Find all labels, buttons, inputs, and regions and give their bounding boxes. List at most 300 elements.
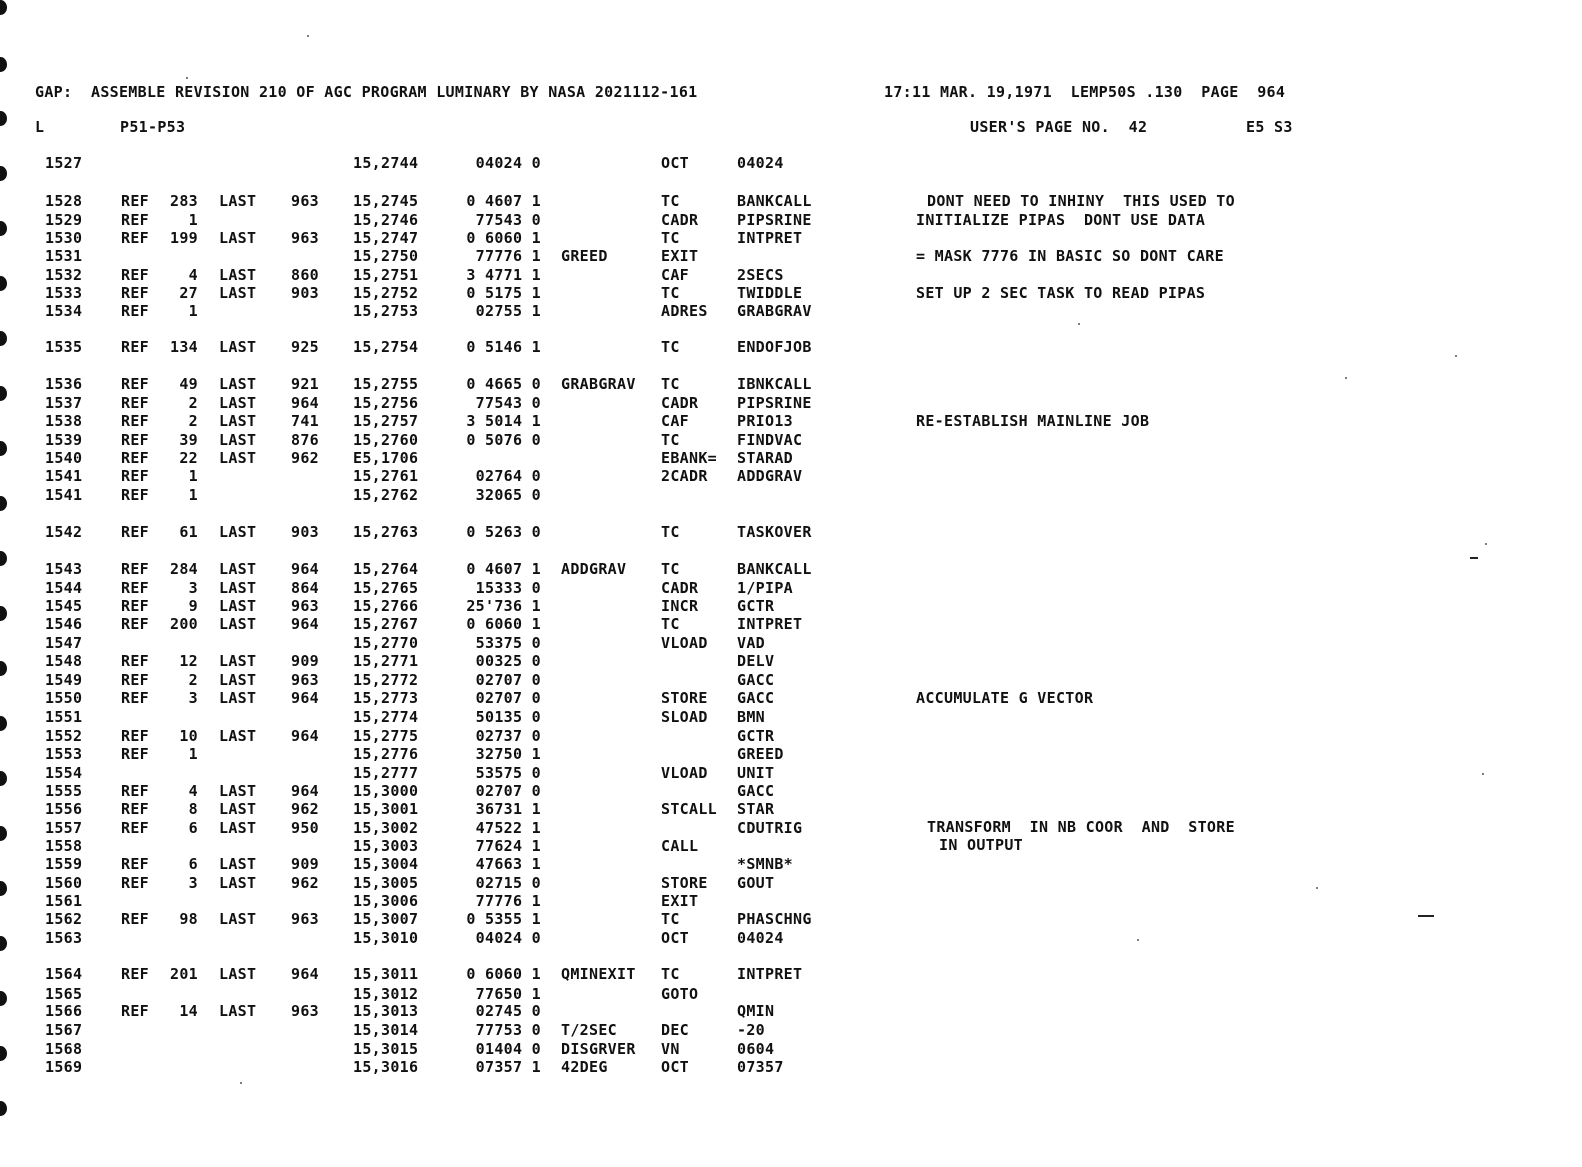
address: 15,2776 <box>353 745 419 763</box>
last-label: LAST <box>219 412 257 430</box>
feed-hole <box>0 1101 7 1116</box>
operand: CDUTRIG <box>737 819 803 837</box>
operand: DELV <box>737 652 775 670</box>
operand: IBNKCALL <box>737 375 812 393</box>
address: 15,2754 <box>353 338 419 356</box>
ref-label: REF <box>121 486 149 504</box>
feed-hole <box>0 276 7 291</box>
last-label: LAST <box>219 431 257 449</box>
ref-count: 1 <box>188 486 198 504</box>
symbol-label: QMINEXIT <box>561 965 636 983</box>
line-number: 1555 <box>45 782 83 800</box>
last-page: 864 <box>291 579 319 597</box>
operand: FINDVAC <box>737 431 803 449</box>
speck <box>1345 377 1347 379</box>
line-number: 1527 <box>45 154 83 172</box>
address: 15,3011 <box>353 965 419 983</box>
line-number: 1569 <box>45 1058 83 1076</box>
address: 15,2773 <box>353 689 419 707</box>
octal-code: 15333 0 <box>475 579 541 597</box>
feed-hole <box>0 441 7 456</box>
address: 15,2744 <box>353 154 419 172</box>
last-page: 964 <box>291 782 319 800</box>
address: 15,2746 <box>353 211 419 229</box>
opcode: CADR <box>661 394 699 412</box>
ref-label: REF <box>121 1002 149 1020</box>
ref-label: REF <box>121 689 149 707</box>
line-number: 1550 <box>45 689 83 707</box>
address: 15,3007 <box>353 910 419 928</box>
last-label: LAST <box>219 689 257 707</box>
speck <box>1482 773 1484 775</box>
octal-code: 01404 0 <box>475 1040 541 1058</box>
ref-label: REF <box>121 965 149 983</box>
address: 15,2770 <box>353 634 419 652</box>
address: 15,2753 <box>353 302 419 320</box>
line-number: 1547 <box>45 634 83 652</box>
octal-code: 0 6060 1 <box>466 229 541 247</box>
operand: GRABGRAV <box>737 302 812 320</box>
ref-label: REF <box>121 874 149 892</box>
opcode: TC <box>661 615 680 633</box>
octal-code: 0 5175 1 <box>466 284 541 302</box>
ref-label: REF <box>121 467 149 485</box>
last-page: 964 <box>291 965 319 983</box>
octal-code: 53575 0 <box>475 764 541 782</box>
line-number: 1566 <box>45 1002 83 1020</box>
line-number: 1529 <box>45 211 83 229</box>
opcode: VLOAD <box>661 764 708 782</box>
opcode: TC <box>661 192 680 210</box>
ref-count: 8 <box>188 800 198 818</box>
last-page: 962 <box>291 449 319 467</box>
ref-count: 1 <box>188 302 198 320</box>
operand: ENDOFJOB <box>737 338 812 356</box>
last-page: 963 <box>291 229 319 247</box>
header-title: GAP: ASSEMBLE REVISION 210 OF AGC PROGRAM LUMINARY BY NASA 2021112-161 <box>35 83 698 101</box>
opcode: TC <box>661 523 680 541</box>
operand: GOUT <box>737 874 775 892</box>
last-label: LAST <box>219 560 257 578</box>
address: 15,2757 <box>353 412 419 430</box>
address: 15,2745 <box>353 192 419 210</box>
last-label: LAST <box>219 284 257 302</box>
feed-hole <box>0 331 7 346</box>
last-label: LAST <box>219 449 257 467</box>
opcode: STCALL <box>661 800 717 818</box>
line-number: 1552 <box>45 727 83 745</box>
opcode: DEC <box>661 1021 689 1039</box>
speck <box>1455 355 1457 357</box>
line-number: 1563 <box>45 929 83 947</box>
operand: BMN <box>737 708 765 726</box>
ref-label: REF <box>121 431 149 449</box>
ref-label: REF <box>121 211 149 229</box>
octal-code: 32065 0 <box>475 486 541 504</box>
line-number: 1535 <box>45 338 83 356</box>
opcode: STORE <box>661 874 708 892</box>
ref-count: 9 <box>188 597 198 615</box>
ref-count: 284 <box>170 560 198 578</box>
last-page: 963 <box>291 192 319 210</box>
stray-mark <box>1470 557 1478 559</box>
ref-label: REF <box>121 523 149 541</box>
line-number: 1548 <box>45 652 83 670</box>
address: 15,3004 <box>353 855 419 873</box>
last-label: LAST <box>219 597 257 615</box>
last-label: LAST <box>219 615 257 633</box>
octal-code: 77543 0 <box>475 211 541 229</box>
opcode: SLOAD <box>661 708 708 726</box>
octal-code: 0 4607 1 <box>466 560 541 578</box>
octal-code: 07357 1 <box>475 1058 541 1076</box>
subheader-marker: L <box>35 118 45 136</box>
last-page: 963 <box>291 671 319 689</box>
ref-count: 2 <box>188 394 198 412</box>
line-number: 1551 <box>45 708 83 726</box>
ref-label: REF <box>121 910 149 928</box>
symbol-label: ADDGRAV <box>561 560 627 578</box>
last-label: LAST <box>219 229 257 247</box>
last-label: LAST <box>219 671 257 689</box>
last-label: LAST <box>219 1002 257 1020</box>
ebank-indicator: E5 S3 <box>1246 118 1293 136</box>
ref-count: 2 <box>188 412 198 430</box>
operand: 04024 <box>737 154 784 172</box>
operand: INTPRET <box>737 229 803 247</box>
ref-label: REF <box>121 652 149 670</box>
feed-hole <box>0 606 7 621</box>
last-page: 876 <box>291 431 319 449</box>
octal-code: 36731 1 <box>475 800 541 818</box>
operand: -20 <box>737 1021 765 1039</box>
operand: STARAD <box>737 449 793 467</box>
last-page: 860 <box>291 266 319 284</box>
ref-count: 200 <box>170 615 198 633</box>
ref-count: 10 <box>179 727 198 745</box>
ref-count: 14 <box>179 1002 198 1020</box>
line-number: 1561 <box>45 892 83 910</box>
opcode: OCT <box>661 929 689 947</box>
last-page: 962 <box>291 800 319 818</box>
opcode: EBANK= <box>661 449 717 467</box>
speck <box>240 1082 242 1084</box>
address: 15,2762 <box>353 486 419 504</box>
octal-code: 02755 1 <box>475 302 541 320</box>
last-label: LAST <box>219 819 257 837</box>
ref-count: 6 <box>188 819 198 837</box>
octal-code: 02707 0 <box>475 671 541 689</box>
operand: TASKOVER <box>737 523 812 541</box>
last-label: LAST <box>219 910 257 928</box>
operand: *SMNB* <box>737 855 793 873</box>
opcode: 2CADR <box>661 467 708 485</box>
subheader-line <box>0 118 1293 136</box>
last-label: LAST <box>219 652 257 670</box>
ref-label: REF <box>121 597 149 615</box>
line-number: 1536 <box>45 375 83 393</box>
ref-count: 6 <box>188 855 198 873</box>
opcode: CAF <box>661 412 689 430</box>
ref-count: 27 <box>179 284 198 302</box>
last-page: 903 <box>291 284 319 302</box>
section-title: P51-P53 <box>120 118 186 136</box>
address: 15,2756 <box>353 394 419 412</box>
ref-label: REF <box>121 800 149 818</box>
octal-code: 25'736 1 <box>466 597 541 615</box>
octal-code: 0 6060 1 <box>466 965 541 983</box>
opcode: OCT <box>661 1058 689 1076</box>
line-number: 1562 <box>45 910 83 928</box>
ref-count: 98 <box>179 910 198 928</box>
speck <box>1485 543 1487 545</box>
line-number: 1557 <box>45 819 83 837</box>
operand: ADDGRAV <box>737 467 803 485</box>
ref-label: REF <box>121 819 149 837</box>
operand: INTPRET <box>737 965 803 983</box>
line-number: 1532 <box>45 266 83 284</box>
last-label: LAST <box>219 266 257 284</box>
address: 15,2766 <box>353 597 419 615</box>
octal-code: 04024 0 <box>475 154 541 172</box>
opcode: VN <box>661 1040 680 1058</box>
ref-label: REF <box>121 727 149 745</box>
octal-code: 02715 0 <box>475 874 541 892</box>
ref-count: 3 <box>188 579 198 597</box>
feed-hole <box>0 771 7 786</box>
octal-code: 3 4771 1 <box>466 266 541 284</box>
operand: PRIO13 <box>737 412 793 430</box>
address: 15,3001 <box>353 800 419 818</box>
feed-hole <box>0 57 7 72</box>
listing-page: GAP: ASSEMBLE REVISION 210 OF AGC PROGRAM LUMINARY BY NASA 2021112-161 17:11 MAR. 19,1971 LEMP50S .130 PAGE 964 L P51-P53 USER'S PAGE NO. 42 E5 S3 1527 15,2744 04024 0 OCT 04024 1528 REF 283 LAST 963 15,2745 0 4607 1 TC BANKCALL 1529 REF 1 15,2746 77543 0 CADR PIPSRINE 1530 REF 199 LAST 963 15,2747 0 6060 1 TC INTPRET 1531 15,2750 77776 1 GREED EXIT 1532 REF 4 LAST 860 15,2751 3 4771 1 CAF 2SECS 1533 REF 27 LAST 903 15,2752 0 5175 1 TC TWIDDLE 1534 REF 1 15,2753 02755 1 ADRES GRABGRAV 1535 REF 134 LAST 925 15,2754 0 5146 1 TC ENDOFJOB 1536 REF 49 LAST 921 15,2755 0 4665 0 GRABGRAV TC IBNKCALL 1537 REF 2 LAST 964 15,2756 77543 0 CADR PIPSRINE 1538 REF 2 LAST 741 15,2757 3 5014 1 CAF PRIO13 1539 REF 39 LAST 876 15,2760 0 5076 0 TC FINDVAC 1540 REF 22 LAST 962 E5,1706 EBANK= STARAD 1541 REF 1 15,2761 02764 0 2CADR ADDGRAV 1541 REF 1 15,2762 32065 0 1542 REF 61 LAST 903 15,2763 0 5263 0 TC TASKOVER 1543 REF 284 LAST 964 15,2764 0 4607 1 ADDGRAV TC BANKCALL 1544 REF 3 LAST 864 15,2765 15333 0 CADR 1/PIPA 1545 REF 9 LAST 963 15,2766 25'736 1 INCR GCTR 1546 REF 200 LAST 964 15,2767 0 6060 1 TC INTPRET 1547 15,2770 53375 0 VLOAD VAD 1548 REF 12 LAST 909 15,2771 00325 0 DELV 1549 REF 2 LAST 963 15,2772 02707 0 GACC 1550 REF 3 LAST 964 15,2773 02707 0 STORE GACC 1551 15,2774 50135 0 SLOAD BMN 1552 REF 10 LAST 964 15,2775 02737 0 GCTR 1553 REF 1 15,2776 32750 1 GREED 1554 15,2777 53575 0 VLOAD UNIT 1555 REF 4 LAST 964 15,3000 02707 0 GACC 1556 REF 8 LAST 962 15,3001 36731 1 STCALL STAR 1557 REF 6 LAST 950 15,3002 47522 1 CDUTRIG 1558 15,3003 77624 1 CALL 1559 REF 6 LAST 909 15,3004 47663 1 *SMNB* 1560 REF 3 LAST 962 15,3005 02715 0 STORE GOUT 1561 15,3006 77776 1 EXIT 1562 REF 98 LAST 963 15,3007 0 5355 1 TC PHASCHNG 1563 15,3010 04024 0 OCT 04024 1564 REF 201 LAST 964 15,3011 0 6060 1 QMINEXIT TC INTPRET 1565 15,3012 77650 1 GOTO 1566 REF 14 LAST 963 15,3013 02745 0 QMIN 1567 15,3014 77753 0 T/2SEC DEC -20 1568 15,3015 01404 0 DISGRVER VN 0604 1569 15,3016 07357 1 42DEG OCT 07357 DONT NEED TO INHINY THIS USED TO INITIALIZE PIPAS DONT USE DATA = MASK 7776 IN BASIC SO DONT CARE SET UP 2 SEC TASK TO READ PIPAS RE-ESTABLISH MAINLINE JOB ACCUMULATE G VECTOR TRANSFORM IN NB COOR AND STORE IN OUTPUT <box>0 0 1582 1167</box>
opcode: OCT <box>661 154 689 172</box>
address: 15,2747 <box>353 229 419 247</box>
octal-code: 0 4665 0 <box>466 375 541 393</box>
address: 15,2771 <box>353 652 419 670</box>
last-page: 909 <box>291 652 319 670</box>
address: 15,3016 <box>353 1058 419 1076</box>
ref-count: 49 <box>179 375 198 393</box>
operand: GACC <box>737 782 775 800</box>
feed-hole <box>0 881 7 896</box>
operand: PIPSRINE <box>737 211 812 229</box>
address: E5,1706 <box>353 449 419 467</box>
feed-hole <box>0 936 7 951</box>
feed-hole <box>0 716 7 731</box>
operand: BANKCALL <box>737 560 812 578</box>
line-number: 1542 <box>45 523 83 541</box>
operand: PHASCHNG <box>737 910 812 928</box>
last-label: LAST <box>219 523 257 541</box>
ref-count: 1 <box>188 467 198 485</box>
last-page: 962 <box>291 874 319 892</box>
line-number: 1540 <box>45 449 83 467</box>
symbol-label: 42DEG <box>561 1058 608 1076</box>
octal-code: 47522 1 <box>475 819 541 837</box>
opcode: TC <box>661 910 680 928</box>
ref-count: 2 <box>188 671 198 689</box>
address: 15,3012 <box>353 985 419 1003</box>
octal-code: 02764 0 <box>475 467 541 485</box>
octal-code: 0 5355 1 <box>466 910 541 928</box>
ref-label: REF <box>121 192 149 210</box>
ref-label: REF <box>121 284 149 302</box>
feed-hole <box>0 496 7 511</box>
opcode: STORE <box>661 689 708 707</box>
operand: INTPRET <box>737 615 803 633</box>
address: 15,3006 <box>353 892 419 910</box>
operand: GCTR <box>737 597 775 615</box>
address: 15,3010 <box>353 929 419 947</box>
operand: 2SECS <box>737 266 784 284</box>
ref-count: 22 <box>179 449 198 467</box>
line-number: 1558 <box>45 837 83 855</box>
ref-label: REF <box>121 782 149 800</box>
line-number: 1568 <box>45 1040 83 1058</box>
line-number: 1543 <box>45 560 83 578</box>
operand: 1/PIPA <box>737 579 793 597</box>
last-page: 963 <box>291 597 319 615</box>
line-number: 1549 <box>45 671 83 689</box>
line-number: 1556 <box>45 800 83 818</box>
octal-code: 0 5146 1 <box>466 338 541 356</box>
operand: GACC <box>737 689 775 707</box>
operand: UNIT <box>737 764 775 782</box>
octal-code: 77753 0 <box>475 1021 541 1039</box>
opcode: TC <box>661 284 680 302</box>
address: 15,2760 <box>353 431 419 449</box>
ref-count: 61 <box>179 523 198 541</box>
octal-code: 0 5076 0 <box>466 431 541 449</box>
ref-count: 283 <box>170 192 198 210</box>
ref-count: 201 <box>170 965 198 983</box>
operand: TWIDDLE <box>737 284 803 302</box>
octal-code: 77624 1 <box>475 837 541 855</box>
ref-label: REF <box>121 449 149 467</box>
header-line <box>0 83 1286 101</box>
last-label: LAST <box>219 965 257 983</box>
opcode: TC <box>661 229 680 247</box>
line-number: 1567 <box>45 1021 83 1039</box>
feed-hole <box>0 386 7 401</box>
ref-label: REF <box>121 560 149 578</box>
opcode: TC <box>661 375 680 393</box>
octal-code: 0 5263 0 <box>466 523 541 541</box>
last-label: LAST <box>219 727 257 745</box>
symbol-label: DISGRVER <box>561 1040 636 1058</box>
ref-count: 3 <box>188 689 198 707</box>
opcode: CAF <box>661 266 689 284</box>
ref-label: REF <box>121 412 149 430</box>
user-page-number: USER'S PAGE NO. 42 <box>970 118 1148 136</box>
address: 15,2777 <box>353 764 419 782</box>
ref-count: 134 <box>170 338 198 356</box>
octal-code: 3 5014 1 <box>466 412 541 430</box>
octal-code: 53375 0 <box>475 634 541 652</box>
octal-code: 02737 0 <box>475 727 541 745</box>
stray-mark <box>1418 915 1434 917</box>
opcode: TC <box>661 965 680 983</box>
octal-code: 77776 1 <box>475 892 541 910</box>
octal-code: 0 4607 1 <box>466 192 541 210</box>
ref-label: REF <box>121 671 149 689</box>
octal-code: 50135 0 <box>475 708 541 726</box>
last-page: 909 <box>291 855 319 873</box>
address: 15,2761 <box>353 467 419 485</box>
address: 15,3013 <box>353 1002 419 1020</box>
operand: QMIN <box>737 1002 775 1020</box>
last-label: LAST <box>219 874 257 892</box>
operand: GREED <box>737 745 784 763</box>
address: 15,2772 <box>353 671 419 689</box>
operand: GCTR <box>737 727 775 745</box>
speck <box>307 35 309 37</box>
opcode: EXIT <box>661 892 699 910</box>
opcode: CADR <box>661 579 699 597</box>
last-page: 921 <box>291 375 319 393</box>
symbol-label: GREED <box>561 247 608 265</box>
last-page: 950 <box>291 819 319 837</box>
line-number: 1539 <box>45 431 83 449</box>
octal-code: 32750 1 <box>475 745 541 763</box>
address: 15,3014 <box>353 1021 419 1039</box>
octal-code: 77543 0 <box>475 394 541 412</box>
feed-hole <box>0 991 7 1006</box>
operand: VAD <box>737 634 765 652</box>
octal-code: 47663 1 <box>475 855 541 873</box>
line-number: 1554 <box>45 764 83 782</box>
header-timestamp-page: 17:11 MAR. 19,1971 LEMP50S .130 PAGE 964 <box>884 83 1286 101</box>
last-page: 964 <box>291 560 319 578</box>
line-number: 1545 <box>45 597 83 615</box>
ref-count: 12 <box>179 652 198 670</box>
octal-code: 0 6060 1 <box>466 615 541 633</box>
address: 15,2752 <box>353 284 419 302</box>
operand: GACC <box>737 671 775 689</box>
address: 15,3015 <box>353 1040 419 1058</box>
octal-code: 02707 0 <box>475 689 541 707</box>
ref-label: REF <box>121 615 149 633</box>
ref-label: REF <box>121 302 149 320</box>
address: 15,3002 <box>353 819 419 837</box>
line-number: 1541 <box>45 486 83 504</box>
last-page: 964 <box>291 689 319 707</box>
operand: PIPSRINE <box>737 394 812 412</box>
ref-label: REF <box>121 394 149 412</box>
address: 15,2765 <box>353 579 419 597</box>
feed-hole <box>0 661 7 676</box>
line-number: 1528 <box>45 192 83 210</box>
ref-label: REF <box>121 745 149 763</box>
address: 15,2763 <box>353 523 419 541</box>
ref-count: 199 <box>170 229 198 247</box>
octal-code: 77776 1 <box>475 247 541 265</box>
address: 15,2750 <box>353 247 419 265</box>
opcode: TC <box>661 431 680 449</box>
line-number: 1538 <box>45 412 83 430</box>
feed-hole <box>0 0 7 15</box>
last-label: LAST <box>219 800 257 818</box>
last-page: 903 <box>291 523 319 541</box>
octal-code: 00325 0 <box>475 652 541 670</box>
ref-label: REF <box>121 266 149 284</box>
speck <box>186 77 188 79</box>
line-number: 1546 <box>45 615 83 633</box>
octal-code: 02745 0 <box>475 1002 541 1020</box>
address: 15,2767 <box>353 615 419 633</box>
speck <box>1137 939 1139 941</box>
